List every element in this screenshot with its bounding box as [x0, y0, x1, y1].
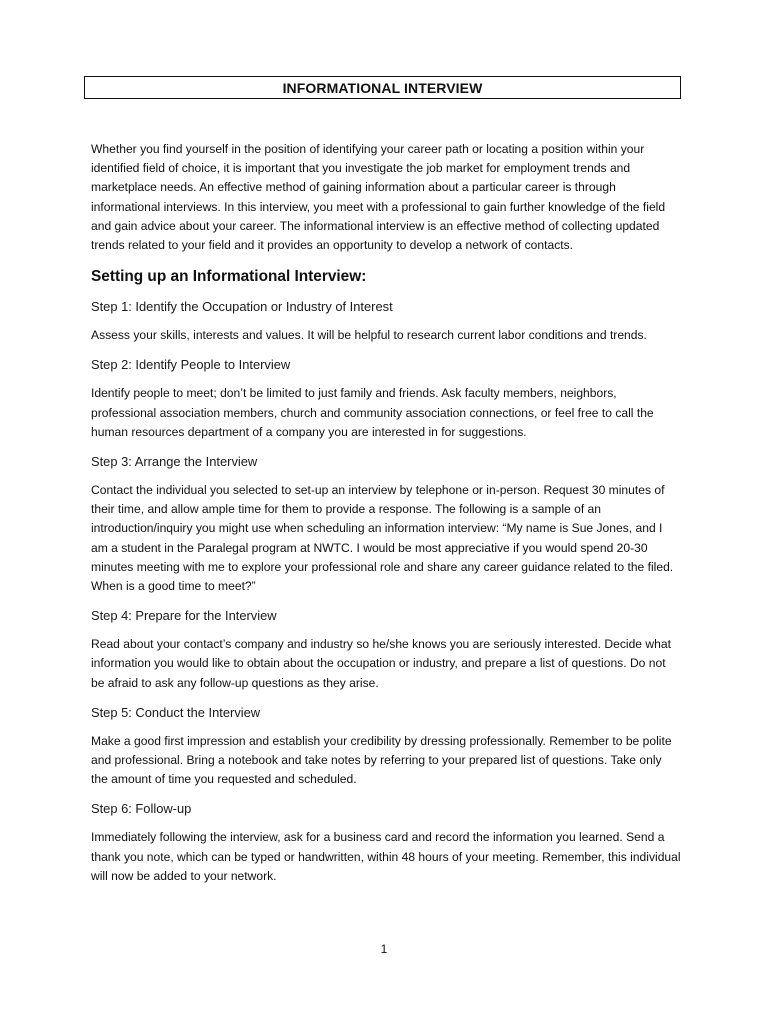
step-body: Contact the individual you selected to set-up an interview by telephone or in-person. Request 30 minutes of their time, and allow ample time for them to provide a response. The following is a sample of an introduction/inquiry you might use when scheduling an information interview: “My name is Sue Jones, and I am a student in the Paralegal program at NWTC. I would be most appreciative if you would spend 20-30 minutes meeting with me to explore your professional role and share any career guidance related to the filed. When is a good time to meet?”: [91, 483, 674, 594]
intro-paragraph: Whether you find yourself in the position of identifying your career path or locating a position within your identified field of choice, it is important that you investigate the job market for employment trends and marketplace needs. An effective method of gaining information about a particular career is through informational interviews. In this interview, you meet with a professional to gain further knowledge of the field and gain advice about your career. The informational interview is an effective method of collecting updated trends related to your field and it provides an opportunity to develop a network of contacts.: [91, 142, 666, 253]
step-body: Read about your contact’s company and industry so he/she knows you are seriously interested. Decide what information you would like to obtain about the occupation or industry, and prepare a list of questions. Do not be afraid to ask any follow-up questions as they arise.: [91, 637, 671, 690]
step-body: Assess your skills, interests and values. It will be helpful to research current labor conditions and trends.: [91, 328, 647, 343]
document-content: [91, 140, 681, 896]
step-4: [91, 606, 681, 693]
step-heading: Step 4: Prepare for the Interview: [91, 608, 277, 624]
step-heading: Step 1: Identify the Occupation or Industry of Interest: [91, 299, 393, 315]
step-heading: Step 3: Arrange the Interview: [91, 454, 258, 470]
step-heading: Step 5: Conduct the Interview: [91, 704, 261, 720]
step-body: Identify people to meet; don’t be limited to just family and friends. Ask faculty members, neighbors, professional association members, church and community association connections, or feel free to call the human resources department of a company you are interested in for suggestions.: [91, 386, 654, 439]
step-6: [91, 799, 681, 886]
step-5: [91, 703, 681, 790]
page-number: 1: [380, 942, 388, 956]
document-title: INFORMATIONAL INTERVIEW: [84, 76, 681, 99]
step-3: [91, 452, 681, 596]
step-body: Immediately following the interview, ask for a business card and record the information you learned. Send a thank you note, which can be typed or handwritten, within 48 hours of your meeting. Remember, this individual will now be added to your network.: [91, 830, 681, 883]
step-1: [91, 297, 681, 345]
step-2: [91, 355, 681, 442]
step-heading: Step 6: Follow-up: [91, 801, 192, 817]
step-body: Make a good first impression and establish your credibility by dressing professionally. Remember to be polite and professional. Bring a notebook and take notes by referring to your prepared list of questions. Take only the amount of time you requested and scheduled.: [91, 733, 672, 787]
section-heading: Setting up an Informational Interview:: [91, 268, 367, 286]
step-heading: Step 2: Identify People to Interview: [91, 357, 291, 373]
